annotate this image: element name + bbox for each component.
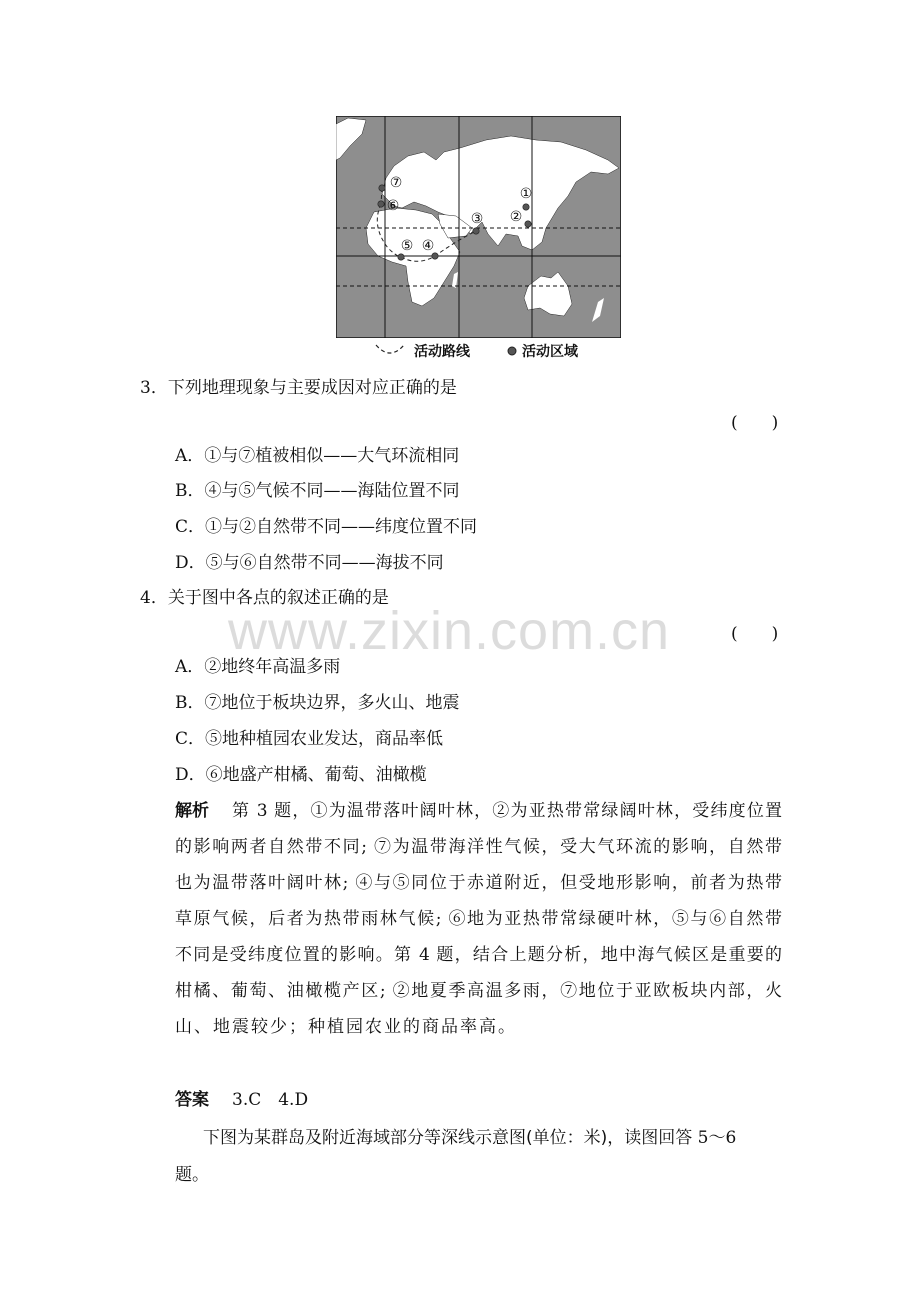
q4-option-a[interactable]: A．②地终年高温多雨: [175, 657, 341, 677]
label-6: ⑥: [386, 198, 400, 214]
label-5: ⑤: [400, 238, 414, 254]
q4-option-b[interactable]: B．⑦地位于板块边界，多火山、地震: [175, 693, 460, 713]
label-2: ②: [509, 209, 523, 225]
q3-option-d[interactable]: D．⑤与⑥自然带不同——海拔不同: [175, 553, 444, 573]
answer-value: 3.C 4.D: [232, 1090, 309, 1110]
intro-figure-caption: 下图为某群岛及附近海域部分等深线示意图(单位：米): [203, 1128, 608, 1148]
intro-rest: ，读图回答 5～6: [607, 1128, 737, 1148]
label-4: ④: [421, 238, 435, 254]
q3-option-b[interactable]: B．④与⑤气候不同——海陆位置不同: [175, 481, 460, 501]
point-2: [525, 221, 531, 227]
q4-option-d[interactable]: D．⑥地盛产柑橘、葡萄、油橄榄: [175, 765, 427, 785]
analysis-line: 的影响两者自然带不同; ⑦为温带海洋性气候，受大气环流的影响，自然带: [175, 837, 782, 857]
q4-option-c[interactable]: C．⑤地种植园农业发达，商品率低: [175, 729, 444, 749]
question-4-answer-bracket: ( ): [731, 624, 779, 644]
point-5: [398, 254, 404, 260]
route-legend-icon: [374, 343, 406, 357]
question-4-stem: 4．关于图中各点的叙述正确的是: [140, 588, 389, 608]
next-question-intro: [203, 1127, 736, 1149]
point-6: [378, 201, 384, 207]
analysis-line: 第 3 题，①为温带落叶阔叶林，②为亚热带常绿阔叶林，受纬度位置: [232, 801, 782, 821]
point-3: [473, 228, 479, 234]
next-question-intro-line2: 题。: [175, 1165, 209, 1185]
analysis-label: 解析: [175, 801, 209, 821]
q3-option-c[interactable]: C．①与②自然带不同——纬度位置不同: [175, 517, 478, 537]
analysis-line: 不同是受纬度位置的影响。第 4 题，结合上题分析，地中海气候区是重要的: [175, 945, 782, 965]
answer-label: 答案: [175, 1090, 209, 1110]
legend-route-label: 活动路线: [414, 344, 470, 360]
area-legend-icon: [506, 345, 518, 357]
point-7: [379, 185, 385, 191]
label-7: ⑦: [389, 175, 403, 191]
analysis-line: 也为温带落叶阔叶林; ④与⑤同位于赤道附近，但受地形影响，前者为热带: [175, 873, 782, 893]
point-1: [523, 204, 529, 210]
label-3: ③: [470, 211, 484, 227]
q3-option-a[interactable]: A．①与⑦植被相似——大气环流相同: [175, 446, 460, 466]
question-3-stem: 3．下列地理现象与主要成因对应正确的是: [140, 378, 457, 398]
world-map-figure: [336, 116, 621, 338]
label-1: ①: [519, 186, 533, 202]
analysis-line: 草原气候，后者为热带雨林气候; ⑥地为亚热带常绿硬叶林，⑤与⑥自然带: [175, 909, 782, 929]
analysis-line: 柑橘、葡萄、油橄榄产区; ②地夏季高温多雨，⑦地位于亚欧板块内部，火: [175, 981, 782, 1001]
question-3-answer-bracket: ( ): [731, 413, 779, 433]
watermark: www.zixin.com.cn: [228, 601, 671, 661]
legend-area-label: 活动区域: [522, 344, 578, 360]
analysis-line: 山、地震较少；种植园农业的商品率高。: [175, 1017, 517, 1037]
